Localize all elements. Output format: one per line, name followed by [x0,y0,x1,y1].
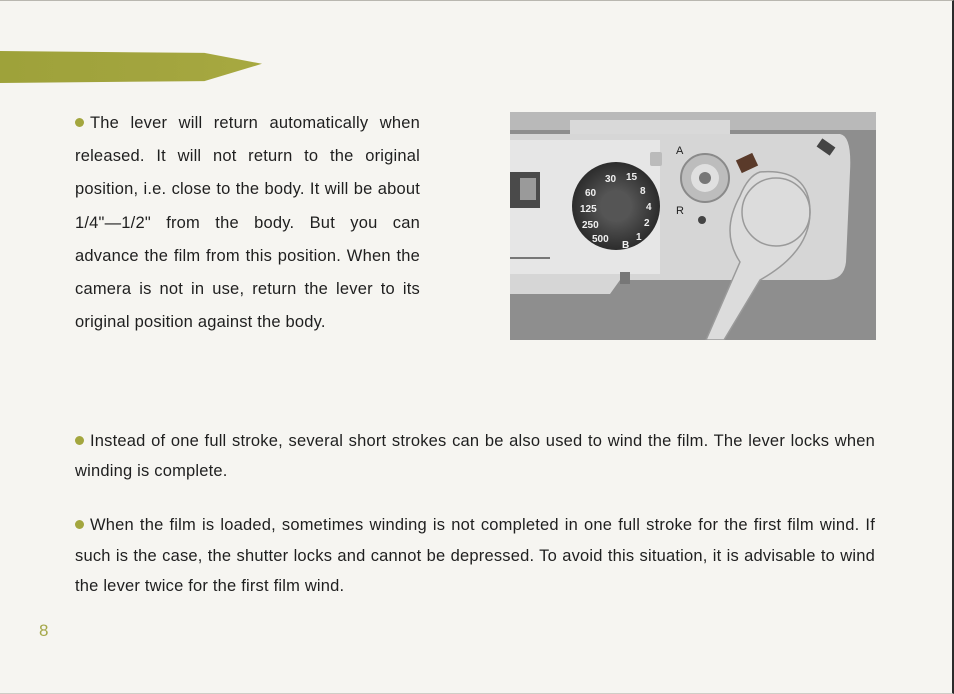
paragraph-text: The lever will return automatically when released. It will not return to the original position, i.e. close to the body. It will be about 1/4"—1/2" from the body. But you can advance the film from this position. When the camera is not in use, return the lever to its original position against the body. [75,114,420,332]
dial-label: 250 [582,220,599,231]
page-number: 8 [39,621,49,640]
dial-label: 500 [592,234,609,245]
accent-bar [0,51,262,83]
bullet-icon [75,118,84,127]
camera-top-photo [510,112,876,340]
dial-label: 125 [580,204,597,215]
camera-top-illustration [510,112,876,340]
dial-label: 4 [646,202,652,213]
mode-label-a: A [676,145,684,157]
bullet-icon [75,436,84,445]
dial-label: 30 [605,174,617,185]
mode-label-r: R [676,205,684,217]
paragraph-first-wind [75,510,875,602]
dial-label: B [622,240,630,251]
paragraph-text: When the film is loaded, sometimes winding is not completed in one full stroke for the first film wind. If such is the case, the shutter locks and cannot be depressed. To avoid this situation, it is advisable to wind the lever twice for the first film wind. [75,516,875,595]
dial-label: 60 [585,188,597,199]
dial-label: 2 [644,218,650,229]
bullet-icon [75,520,84,529]
paragraph-short-strokes [75,426,875,486]
dial-label: 1 [636,232,642,243]
paragraph-text: Instead of one full stroke, several short strokes can be also used to wind the film. The lever locks when winding is complete. [75,432,875,480]
dial-label: 8 [640,186,646,197]
paragraph-lever-return [75,107,420,339]
dial-label: 15 [626,172,638,183]
